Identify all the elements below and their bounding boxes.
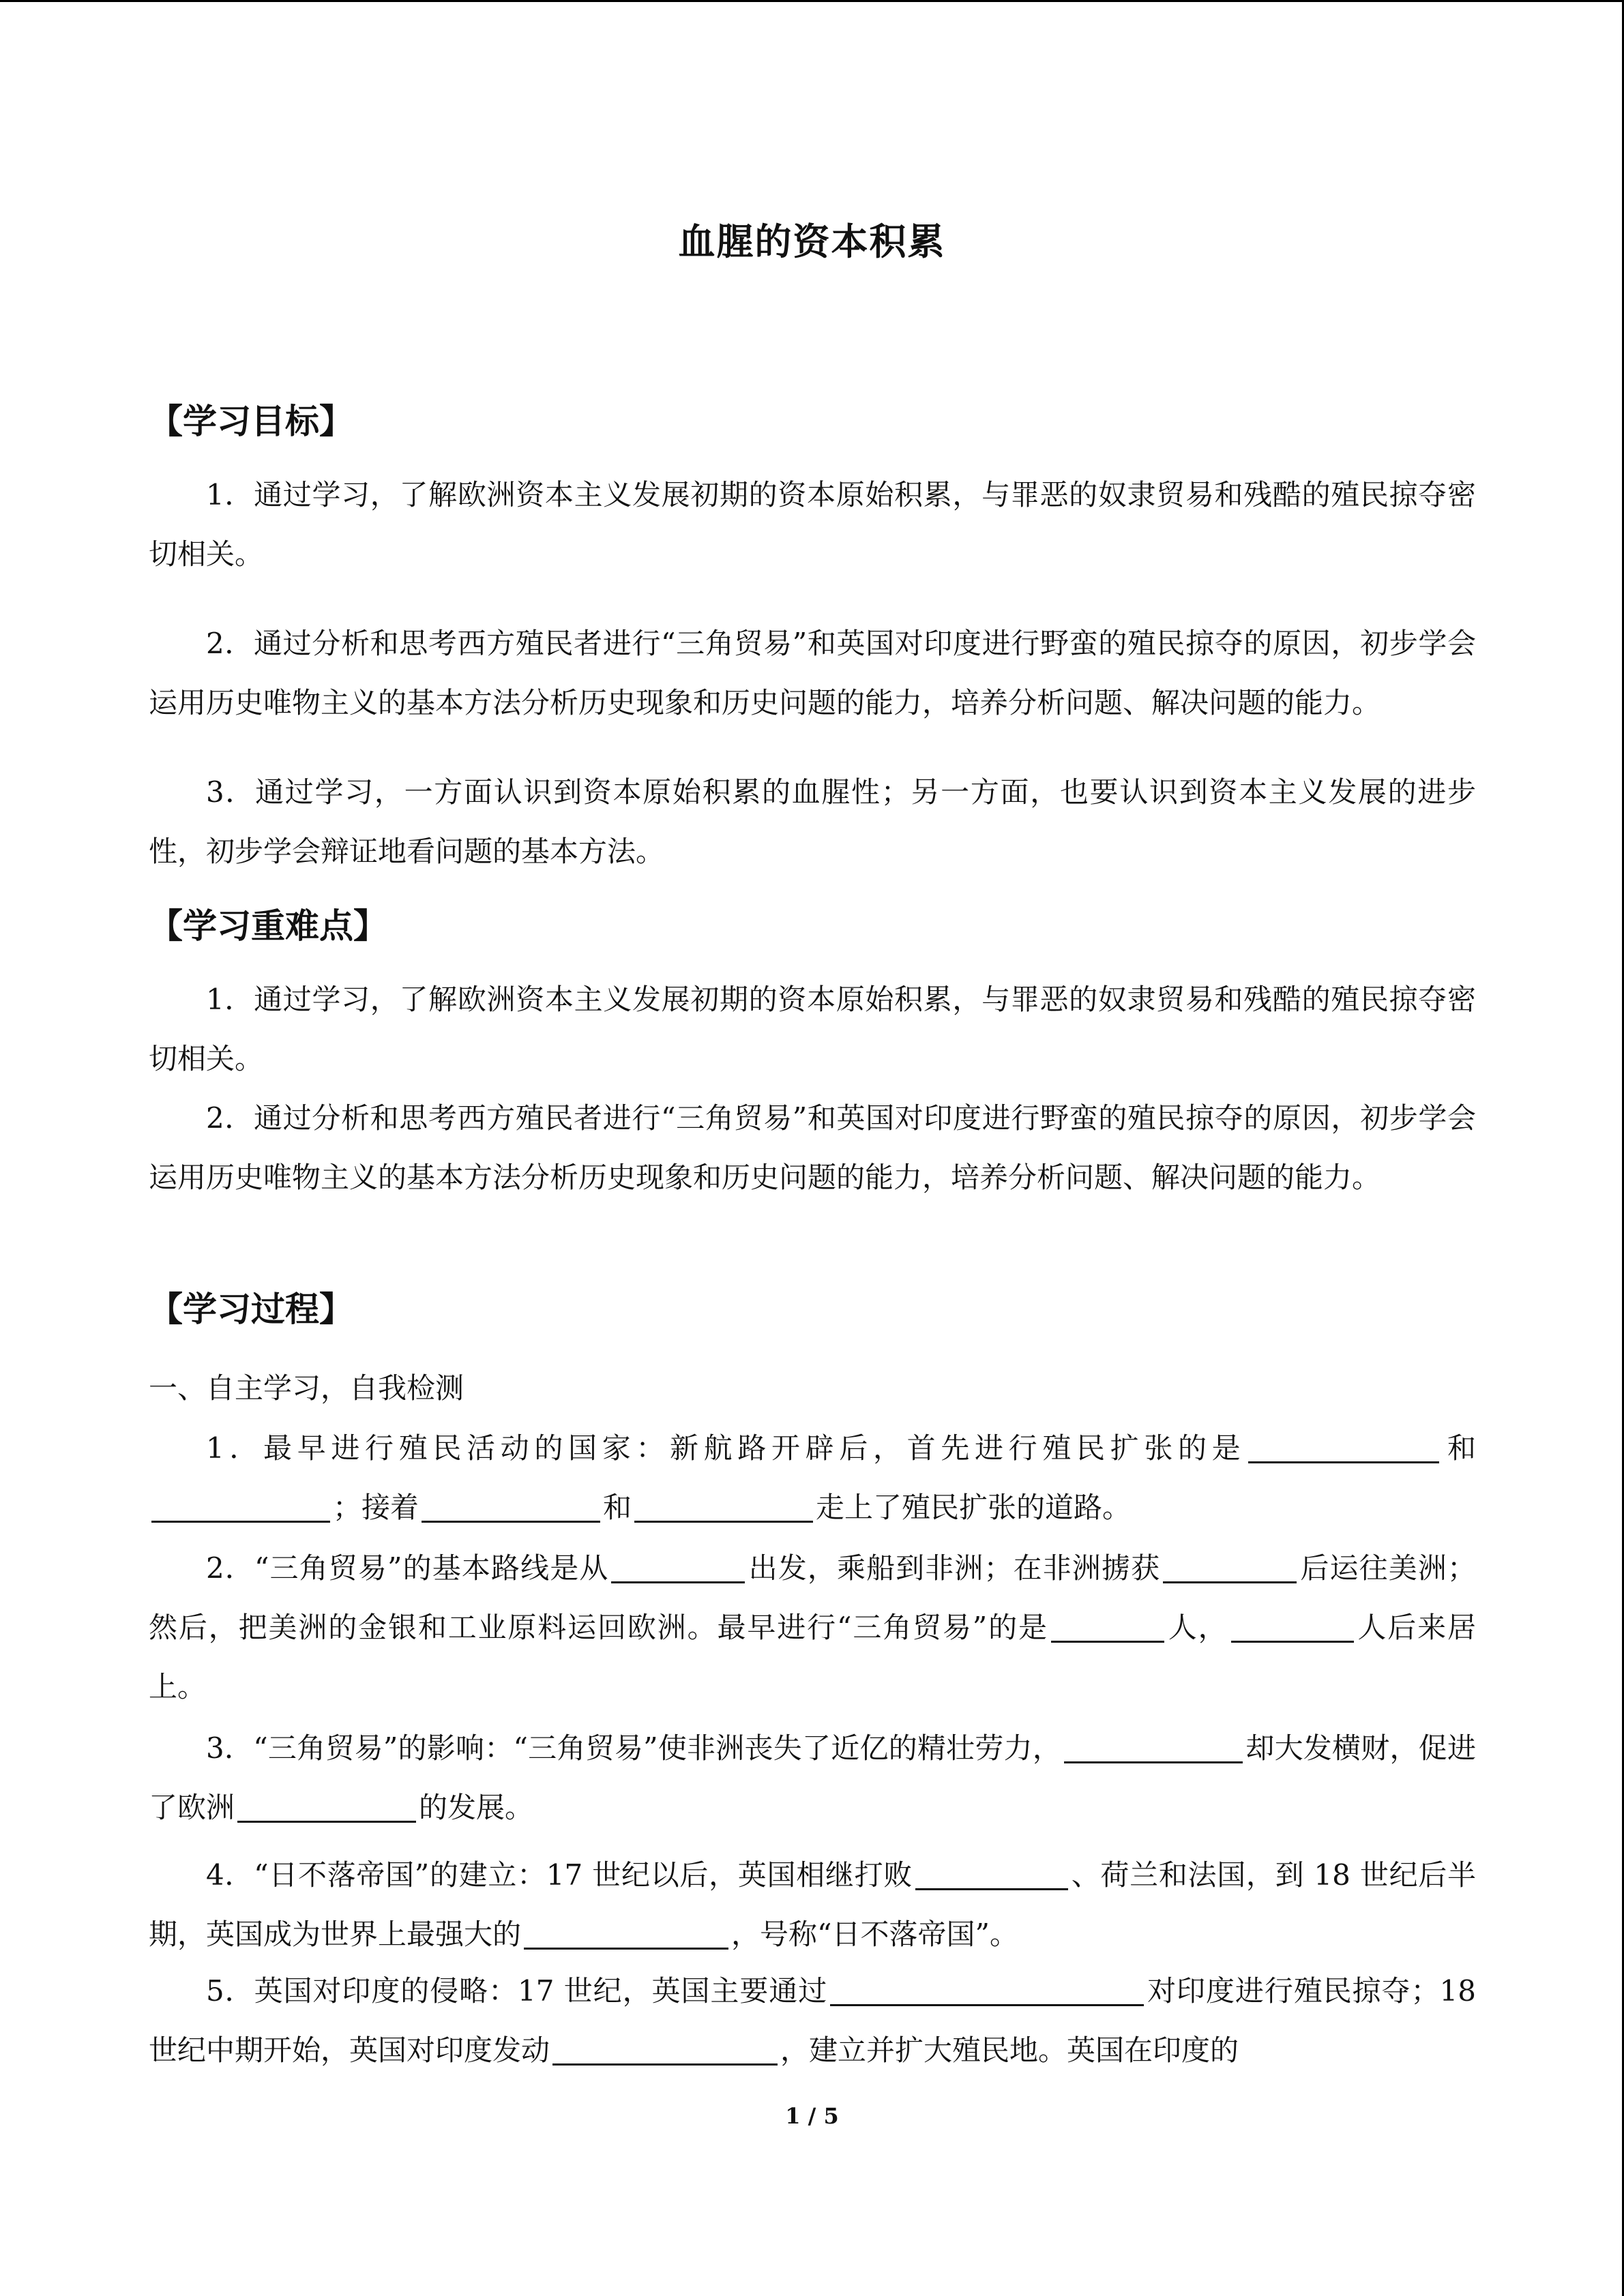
question-4-text-c: ，号称“日不落帝国”。	[731, 1918, 1018, 1951]
fill-blank[interactable]	[1163, 1550, 1297, 1583]
fill-blank[interactable]	[634, 1489, 813, 1523]
goal-item-3: 3．通过学习，一方面认识到资本原始积累的血腥性；另一方面，也要认识到资本主义发展的进步性，初步学会辩证地看问题的基本方法。	[149, 775, 1476, 868]
section-heading-process: 【学习过程】	[149, 1289, 353, 1329]
page-number: 1 / 5	[785, 2103, 839, 2129]
key-point-item-1: 1．通过学习，了解欧洲资本主义发展初期的资本原始积累，与罪恶的奴隶贸易和残酷的殖民掠夺密切相关。	[149, 983, 1476, 1075]
fill-blank[interactable]	[237, 1789, 416, 1823]
fill-blank[interactable]	[830, 1973, 1144, 2006]
question-3-text-a: 3．“三角贸易”的影响：“三角贸易”使非洲丧失了近亿的精壮劳力，	[206, 1731, 1062, 1765]
question-2-text-e: 人后来居上。	[149, 1611, 1476, 1703]
question-2-text-a: 2．“三角贸易”的基本路线是从	[206, 1551, 609, 1585]
question-1-text-a: 1．最早进行殖民活动的国家：新航路开辟后，首先进行殖民扩张的是	[206, 1431, 1246, 1465]
question-4-text-b: 、荷兰和法国，到 18 世纪后半期，英国成为世界上最强大的	[149, 1858, 1476, 1951]
fill-blank[interactable]	[151, 1489, 330, 1523]
fill-blank[interactable]	[611, 1550, 745, 1583]
question-3-text-b: 却大发横财，促进了欧洲	[149, 1731, 1476, 1824]
goal-item-1: 1．通过学习，了解欧洲资本主义发展初期的资本原始积累，与罪恶的奴隶贸易和残酷的殖民掠夺密切相关。	[149, 478, 1476, 571]
fill-blank[interactable]	[524, 1916, 728, 1950]
fill-blank[interactable]	[1064, 1730, 1243, 1763]
question-2	[149, 1538, 1476, 1716]
question-1-text-d: 和	[603, 1491, 632, 1524]
fill-blank[interactable]	[1231, 1609, 1354, 1643]
fill-blank[interactable]	[552, 2032, 778, 2066]
question-5-text-a: 5．英国对印度的侵略：17 世纪，英国主要通过	[206, 1974, 828, 2008]
fill-blank[interactable]	[422, 1489, 600, 1523]
question-5	[149, 1961, 1476, 2080]
page-border-top	[0, 0, 1624, 2]
document-title: 血腥的资本积累	[678, 220, 946, 263]
question-5-text-b: 对印度进行殖民掠夺；18 世纪中期开始，英国对印度发动	[149, 1974, 1476, 2067]
goal-item-2: 2．通过分析和思考西方殖民者进行“三角贸易”和英国对印度进行野蛮的殖民掠夺的原因，初步学会运用历史唯物主义的基本方法分析历史现象和历史问题的能力，培养分析问题、解决问题的能力。	[149, 627, 1476, 719]
question-1-text-b: 和	[1442, 1431, 1476, 1465]
question-1-text-c: ；接着	[333, 1491, 419, 1524]
process-subheading: 一、自主学习，自我检测	[149, 1371, 464, 1405]
question-5-text-c: ，建立并扩大殖民地。英国在印度的	[780, 2033, 1239, 2067]
question-2-text-c: 后运往美洲；然后，把美洲的金银和工业原料运回欧洲。最早进行“三角贸易”的是	[149, 1551, 1476, 1644]
question-1	[149, 1418, 1476, 1537]
question-2-text-b: 出发，乘船到非洲；在非洲掳获	[748, 1551, 1161, 1585]
section-heading-goals: 【学习目标】	[149, 402, 353, 441]
question-4	[149, 1845, 1476, 1964]
question-2-text-d: 人，	[1166, 1611, 1228, 1644]
question-3-text-c: 的发展。	[419, 1791, 534, 1824]
section-heading-key-points: 【学习重难点】	[149, 906, 387, 946]
key-point-item-2: 2．通过分析和思考西方殖民者进行“三角贸易”和英国对印度进行野蛮的殖民掠夺的原因，初步学会运用历史唯物主义的基本方法分析历史现象和历史问题的能力，培养分析问题、解决问题的能力。	[149, 1101, 1476, 1194]
question-3	[149, 1718, 1476, 1837]
fill-blank[interactable]	[1248, 1430, 1439, 1463]
fill-blank[interactable]	[915, 1857, 1068, 1890]
question-1-text-e: 走上了殖民扩张的道路。	[816, 1491, 1132, 1524]
fill-blank[interactable]	[1051, 1609, 1164, 1643]
question-4-text-a: 4．“日不落帝国”的建立：17 世纪以后，英国相继打败	[206, 1858, 913, 1892]
